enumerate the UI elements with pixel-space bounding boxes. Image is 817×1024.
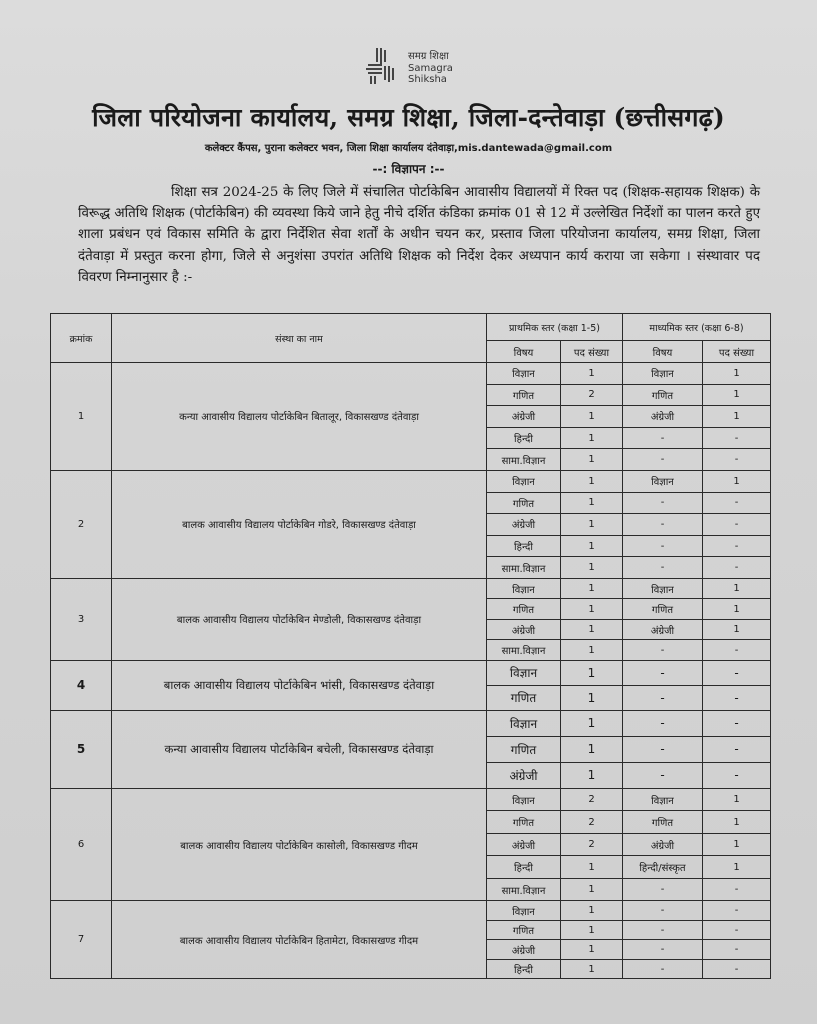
serial-cell: 2 [51,470,112,578]
serial-cell: 7 [51,901,112,979]
primary-subject-cell: सामा.विज्ञान [487,878,561,901]
middle-subject-cell: - [623,959,703,979]
middle-posts-cell: - [703,535,771,557]
middle-posts-cell: - [703,660,771,685]
middle-subject-cell: - [623,557,703,579]
middle-subject-cell: - [623,427,703,449]
middle-subject-cell: - [623,920,703,940]
logo-hindi-text: समग्र शिक्षा [408,51,449,62]
primary-posts-cell: 1 [561,710,623,736]
primary-subject-cell: अंग्रेजी [487,514,561,536]
primary-subject-cell: विज्ञान [487,901,561,921]
middle-posts-cell: 1 [703,363,771,385]
middle-posts-cell: 1 [703,599,771,620]
middle-posts-cell: - [703,959,771,979]
middle-subject-cell: अंग्रेजी [623,833,703,856]
primary-subject-cell: गणित [487,685,561,710]
institution-name-cell: बालक आवासीय विद्यालय पोर्टाकेबिन हितामेटा, विकासखण्ड गीदम [112,901,487,979]
primary-posts-cell: 2 [561,788,623,811]
primary-subject-cell: हिन्दी [487,856,561,879]
middle-posts-cell: 1 [703,856,771,879]
table-row [51,710,771,736]
middle-posts-cell: 1 [703,406,771,428]
table-row [51,788,771,811]
middle-posts-cell: 1 [703,811,771,834]
primary-posts-cell: 1 [561,959,623,979]
primary-subject-cell: विज्ञान [487,788,561,811]
advertisement-heading: --: विज्ञापन :-- [372,162,445,176]
primary-subject-cell: अंग्रेजी [487,619,561,640]
samagra-shiksha-logo [362,46,492,88]
middle-subject-cell: गणित [623,811,703,834]
middle-posts-cell: - [703,427,771,449]
primary-subject-cell: विज्ञान [487,660,561,685]
institution-name-cell: बालक आवासीय विद्यालय पोर्टाकेबिन कासोली, विकासखण्ड गीदम [112,788,487,901]
primary-subject-cell: हिन्दी [487,535,561,557]
header-primary-subject: विषय [487,341,561,363]
primary-subject-cell: अंग्रेजी [487,833,561,856]
primary-posts-cell: 1 [561,685,623,710]
primary-subject-cell: अंग्रेजी [487,406,561,428]
primary-subject-cell: विज्ञान [487,578,561,599]
primary-subject-cell: अंग्रेजी [487,940,561,960]
table-body [51,363,771,979]
primary-posts-cell: 1 [561,599,623,620]
primary-posts-cell: 1 [561,557,623,579]
primary-posts-cell: 1 [561,856,623,879]
serial-cell: 4 [51,660,112,710]
primary-subject-cell: हिन्दी [487,959,561,979]
primary-posts-cell: 1 [561,578,623,599]
primary-posts-cell: 2 [561,811,623,834]
primary-subject-cell: गणित [487,920,561,940]
primary-posts-cell: 2 [561,833,623,856]
middle-posts-cell: 1 [703,788,771,811]
primary-posts-cell: 1 [561,406,623,428]
primary-subject-cell: विज्ञान [487,710,561,736]
middle-subject-cell: - [623,940,703,960]
primary-posts-cell: 1 [561,470,623,492]
table-row [51,901,771,921]
primary-posts-cell: 1 [561,940,623,960]
vacancy-table [50,313,771,979]
middle-posts-cell: - [703,940,771,960]
middle-posts-cell: - [703,685,771,710]
primary-posts-cell: 1 [561,878,623,901]
page-title: जिला परियोजना कार्यालय, समग्र शिक्षा, जिला-दन्तेवाड़ा (छत्तीसगढ़) [92,103,725,132]
middle-subject-cell: - [623,685,703,710]
middle-subject-cell: - [623,710,703,736]
primary-posts-cell: 1 [561,514,623,536]
middle-posts-cell: - [703,514,771,536]
header-institution: संस्था का नाम [112,314,487,363]
table-row [51,578,771,599]
institution-name-cell: कन्या आवासीय विद्यालय पोर्टाकेबिन बितालूर, विकासखण्ड दंतेवाड़ा [112,363,487,471]
middle-subject-cell: - [623,535,703,557]
middle-subject-cell: अंग्रेजी [623,619,703,640]
primary-subject-cell: गणित [487,599,561,620]
logo-icon [362,46,402,86]
header-middle-level: माध्यमिक स्तर (कक्षा 6-8) [623,314,771,341]
middle-subject-cell: विज्ञान [623,578,703,599]
header-primary-posts: पद संख्या [561,341,623,363]
primary-subject-cell: सामा.विज्ञान [487,640,561,661]
middle-subject-cell: - [623,736,703,762]
advertisement-paragraph: शिक्षा सत्र 2024-25 के लिए जिले में संचालित पोर्टाकेबिन आवासीय विद्यालयों में रिक्त पद (शिक्षक-सहायक शिक्षक) के विरूद्ध अतिथि शिक्षक (पोर्टाकेबिन) की व्यवस्था किये जाने हेतु नीचे दर्शित कंडिका क्रमांक 01 से 12 में उल्लेखित निर्देशों का पालन करते हुए शाला प्रबंधन एवं विकास समिति के द्वारा निर्देशित सेवा शर्तों के अधीन चयन कर, प्रस्ताव जिला परियोजना कार्यालय, समग्र शिक्षा, जिला दंतेवाड़ा में प्रस्तुत करना होगा, जिले से अनुशंसा उपरांत अतिथि शिक्षक को निर्देश देकर अध्यपान कार्य कराया जा सकेगा । संस्थावार पद विवरण निम्नानुसार है :- [78,185,760,285]
serial-cell: 3 [51,578,112,660]
middle-subject-cell: हिन्दी/संस्कृत [623,856,703,879]
primary-posts-cell: 2 [561,384,623,406]
middle-subject-cell: - [623,878,703,901]
primary-subject-cell: विज्ञान [487,363,561,385]
table-row [51,660,771,685]
table-row [51,470,771,492]
primary-posts-cell: 1 [561,619,623,640]
primary-posts-cell: 1 [561,449,623,471]
serial-cell: 6 [51,788,112,901]
primary-posts-cell: 1 [561,736,623,762]
middle-posts-cell: - [703,492,771,514]
middle-posts-cell: 1 [703,578,771,599]
serial-cell: 5 [51,710,112,788]
primary-subject-cell: गणित [487,384,561,406]
middle-posts-cell: 1 [703,619,771,640]
middle-subject-cell: अंग्रेजी [623,406,703,428]
middle-subject-cell: - [623,514,703,536]
header-middle-subject: विषय [623,341,703,363]
primary-subject-cell: सामा.विज्ञान [487,449,561,471]
middle-subject-cell: विज्ञान [623,470,703,492]
header-serial: क्रमांक [51,314,112,363]
middle-posts-cell: - [703,449,771,471]
primary-subject-cell: हिन्दी [487,427,561,449]
office-address: कलेक्टर कैंपस, पुराना कलेक्टर भवन, जिला शिक्षा कार्यालय दंतेवाड़ा,mis.dantewada@gmail.com [204,143,613,154]
header-middle-posts: पद संख्या [703,341,771,363]
primary-posts-cell: 1 [561,535,623,557]
primary-posts-cell: 1 [561,660,623,685]
middle-posts-cell: - [703,878,771,901]
middle-posts-cell: 1 [703,384,771,406]
institution-name-cell: बालक आवासीय विद्यालय पोर्टाकेबिन मेण्डोली, विकासखण्ड दंतेवाड़ा [112,578,487,660]
middle-subject-cell: गणित [623,384,703,406]
logo-english-text: Samagra Shiksha [408,63,453,85]
middle-subject-cell: - [623,492,703,514]
middle-subject-cell: - [623,449,703,471]
primary-subject-cell: अंग्रेजी [487,762,561,788]
primary-posts-cell: 1 [561,363,623,385]
primary-posts-cell: 1 [561,492,623,514]
primary-posts-cell: 1 [561,901,623,921]
primary-subject-cell: गणित [487,811,561,834]
primary-posts-cell: 1 [561,920,623,940]
middle-subject-cell: विज्ञान [623,788,703,811]
institution-name-cell: बालक आवासीय विद्यालय पोर्टाकेबिन गोडरे, विकासखण्ड दंतेवाड़ा [112,470,487,578]
middle-posts-cell: - [703,557,771,579]
middle-posts-cell: 1 [703,470,771,492]
primary-posts-cell: 1 [561,762,623,788]
middle-posts-cell: - [703,736,771,762]
primary-subject-cell: सामा.विज्ञान [487,557,561,579]
primary-subject-cell: गणित [487,492,561,514]
primary-subject-cell: गणित [487,736,561,762]
middle-subject-cell: - [623,640,703,661]
table-row [51,363,771,385]
institution-name-cell: कन्या आवासीय विद्यालय पोर्टाकेबिन बचेली, विकासखण्ड दंतेवाड़ा [112,710,487,788]
primary-subject-cell: विज्ञान [487,470,561,492]
primary-posts-cell: 1 [561,640,623,661]
middle-subject-cell: गणित [623,599,703,620]
serial-cell: 1 [51,363,112,471]
middle-subject-cell: - [623,660,703,685]
middle-posts-cell: - [703,901,771,921]
middle-posts-cell: - [703,640,771,661]
middle-subject-cell: - [623,901,703,921]
middle-subject-cell: - [623,762,703,788]
institution-name-cell: बालक आवासीय विद्यालय पोर्टाकेबिन भांसी, विकासखण्ड दंतेवाड़ा [112,660,487,710]
middle-subject-cell: विज्ञान [623,363,703,385]
middle-posts-cell: - [703,710,771,736]
primary-posts-cell: 1 [561,427,623,449]
header-primary-level: प्राथमिक स्तर (कक्षा 1-5) [487,314,623,341]
middle-posts-cell: - [703,762,771,788]
middle-posts-cell: 1 [703,833,771,856]
middle-posts-cell: - [703,920,771,940]
